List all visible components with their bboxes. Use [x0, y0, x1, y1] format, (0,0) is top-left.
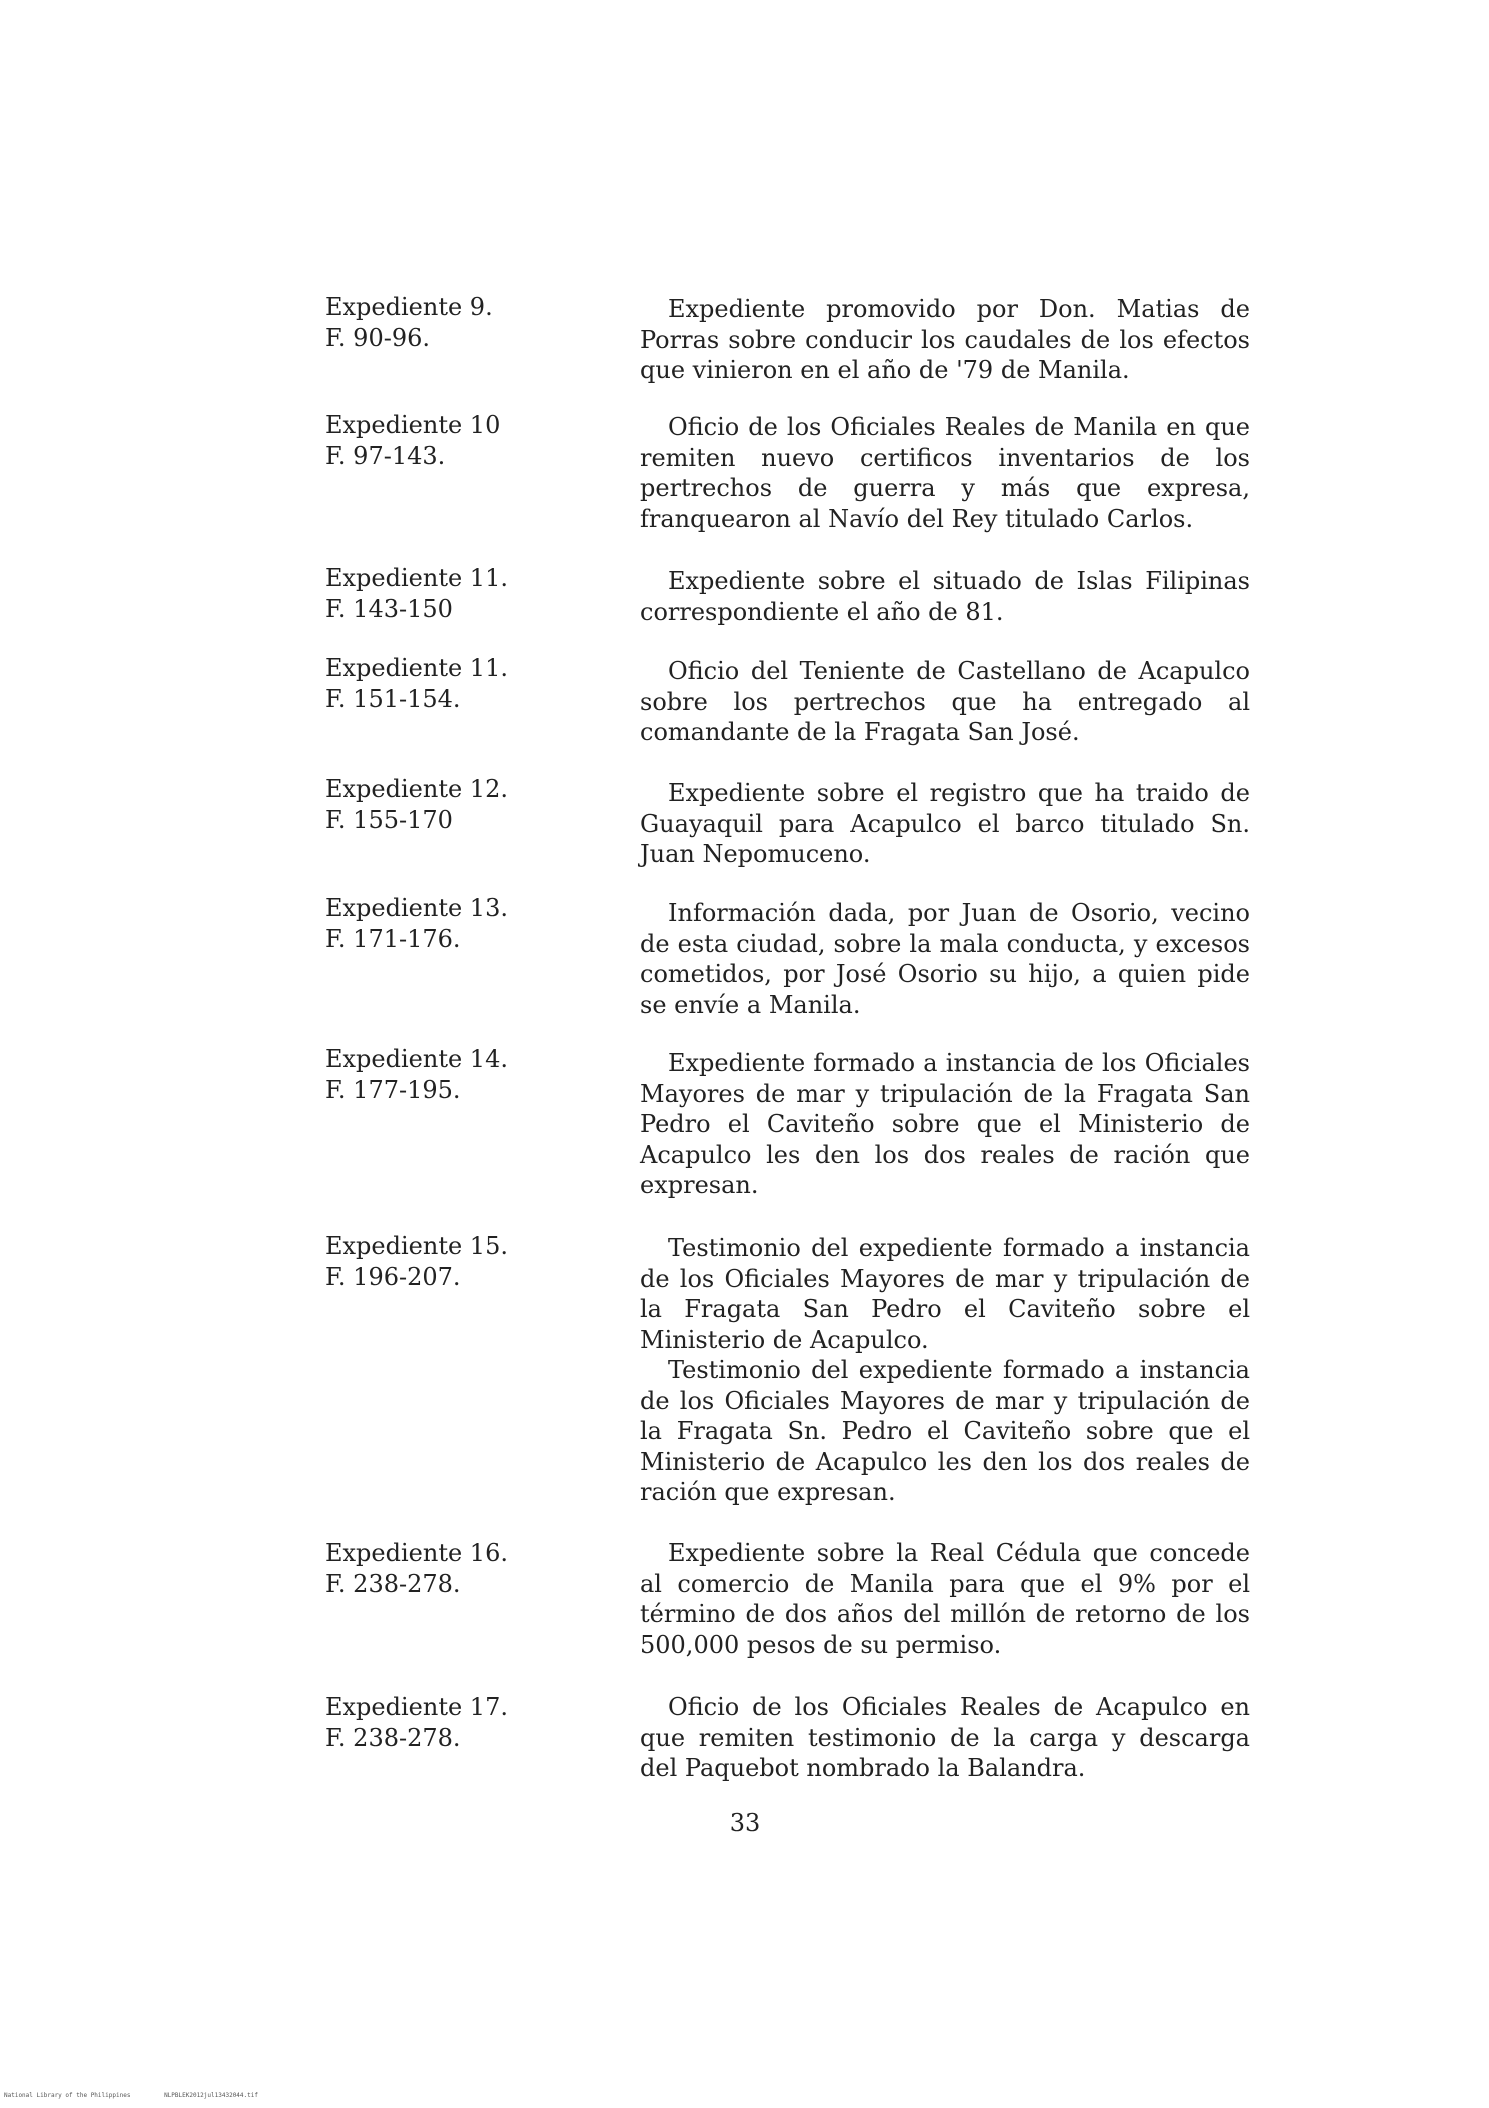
description-paragraph: Información dada, por Juan de Osorio, vecino de esta ciudad, sobre la mala conducta, y excesos cometidos, por José Osorio su hijo, a quien pide se envíe a Manila.: [640, 899, 1250, 1019]
entry-reference: [325, 1538, 565, 1600]
footer-library: National Library of the Philippines: [4, 2092, 131, 2099]
expediente-label: Expediente 17.: [325, 1693, 508, 1721]
description-paragraph: Testimonio del expediente formado a instancia de los Oficiales Mayores de mar y tripulación de la Fragata Sn. Pedro el Caviteño sobre que el Ministerio de Acapulco les den los dos reales de ración que expresan.: [640, 1356, 1250, 1506]
expediente-label: Expediente 9.: [325, 293, 493, 321]
description-paragraph: Expediente sobre el situado de Islas Filipinas correspondiente el año de 81.: [640, 567, 1250, 626]
expediente-label: Expediente 11.: [325, 564, 508, 592]
scan-footer: [4, 2092, 288, 2099]
entry-description: [640, 294, 1250, 386]
folio-range: F. 90-96.: [325, 324, 430, 352]
expediente-label: Expediente 12.: [325, 775, 508, 803]
description-paragraph: Expediente formado a instancia de los Oficiales Mayores de mar y tripulación de la Fragata San Pedro el Caviteño sobre que el Ministerio de Acapulco les den los dos reales de ración que expresan.: [640, 1049, 1250, 1199]
expediente-label: Expediente 13.: [325, 894, 508, 922]
expediente-label: Expediente 15.: [325, 1232, 508, 1260]
folio-range: F. 177-195.: [325, 1076, 461, 1104]
expediente-label: Expediente 11.: [325, 654, 508, 682]
entry-reference: [325, 563, 565, 625]
entry-reference: [325, 893, 565, 955]
entry-description: [640, 656, 1250, 748]
folio-range: F. 151-154.: [325, 685, 461, 713]
expediente-label: Expediente 14.: [325, 1045, 508, 1073]
description-paragraph: Expediente promovido por Don. Matias de Porras sobre conducir los caudales de los efectos que vinieron en el año de '79 de Manila.: [640, 295, 1250, 384]
entry-reference: [325, 1692, 565, 1754]
entry-description: [640, 898, 1250, 1020]
expediente-label: Expediente 16.: [325, 1539, 508, 1567]
footer-filename: NLPBLEK2012jul13432044.tif: [164, 2092, 258, 2099]
folio-range: F. 143-150: [325, 595, 453, 623]
entry-description: [640, 1048, 1250, 1201]
description-paragraph: Testimonio del expediente formado a instancia de los Oficiales Mayores de mar y tripulación de la Fragata San Pedro el Caviteño sobre el Ministerio de Acapulco.: [640, 1234, 1250, 1354]
entry-description: [640, 566, 1250, 627]
description-paragraph: Oficio de los Oficiales Reales de Manila en que remiten nuevo certificos inventarios de los pertrechos de guerra y más que expresa, franquearon al Navío del Rey titulado Carlos.: [640, 413, 1250, 533]
folio-range: F. 171-176.: [325, 925, 461, 953]
entry-reference: [325, 1231, 565, 1293]
folio-range: F. 97-143.: [325, 442, 446, 470]
entry-reference: [325, 774, 565, 836]
entry-reference: [325, 1044, 565, 1106]
description-paragraph: Oficio de los Oficiales Reales de Acapulco en que remiten testimonio de la carga y descarga del Paquebot nombrado la Balandra.: [640, 1693, 1250, 1782]
entry-reference: [325, 410, 565, 472]
expediente-label: Expediente 10: [325, 411, 501, 439]
description-paragraph: Expediente sobre la Real Cédula que concede al comercio de Manila para que el 9% por el término de dos años del millón de retorno de los 500,000 pesos de su permiso.: [640, 1539, 1250, 1659]
folio-range: F. 238-278.: [325, 1570, 461, 1598]
folio-range: F. 155-170: [325, 806, 453, 834]
entry-description: [640, 1692, 1250, 1784]
entry-reference: [325, 653, 565, 715]
folio-range: F. 238-278.: [325, 1724, 461, 1752]
entry-description: [640, 1538, 1250, 1660]
page-number: 33: [729, 1809, 761, 1837]
description-paragraph: Oficio del Teniente de Castellano de Acapulco sobre los pertrechos que ha entregado al comandante de la Fragata San José.: [640, 657, 1250, 746]
entry-description: [640, 778, 1250, 870]
entry-description: [640, 1233, 1250, 1508]
entry-description: [640, 412, 1250, 534]
description-paragraph: Expediente sobre el registro que ha traido de Guayaquil para Acapulco el barco titulado Sn. Juan Nepomuceno.: [640, 779, 1250, 868]
folio-range: F. 196-207.: [325, 1263, 461, 1291]
entry-reference: [325, 292, 565, 354]
